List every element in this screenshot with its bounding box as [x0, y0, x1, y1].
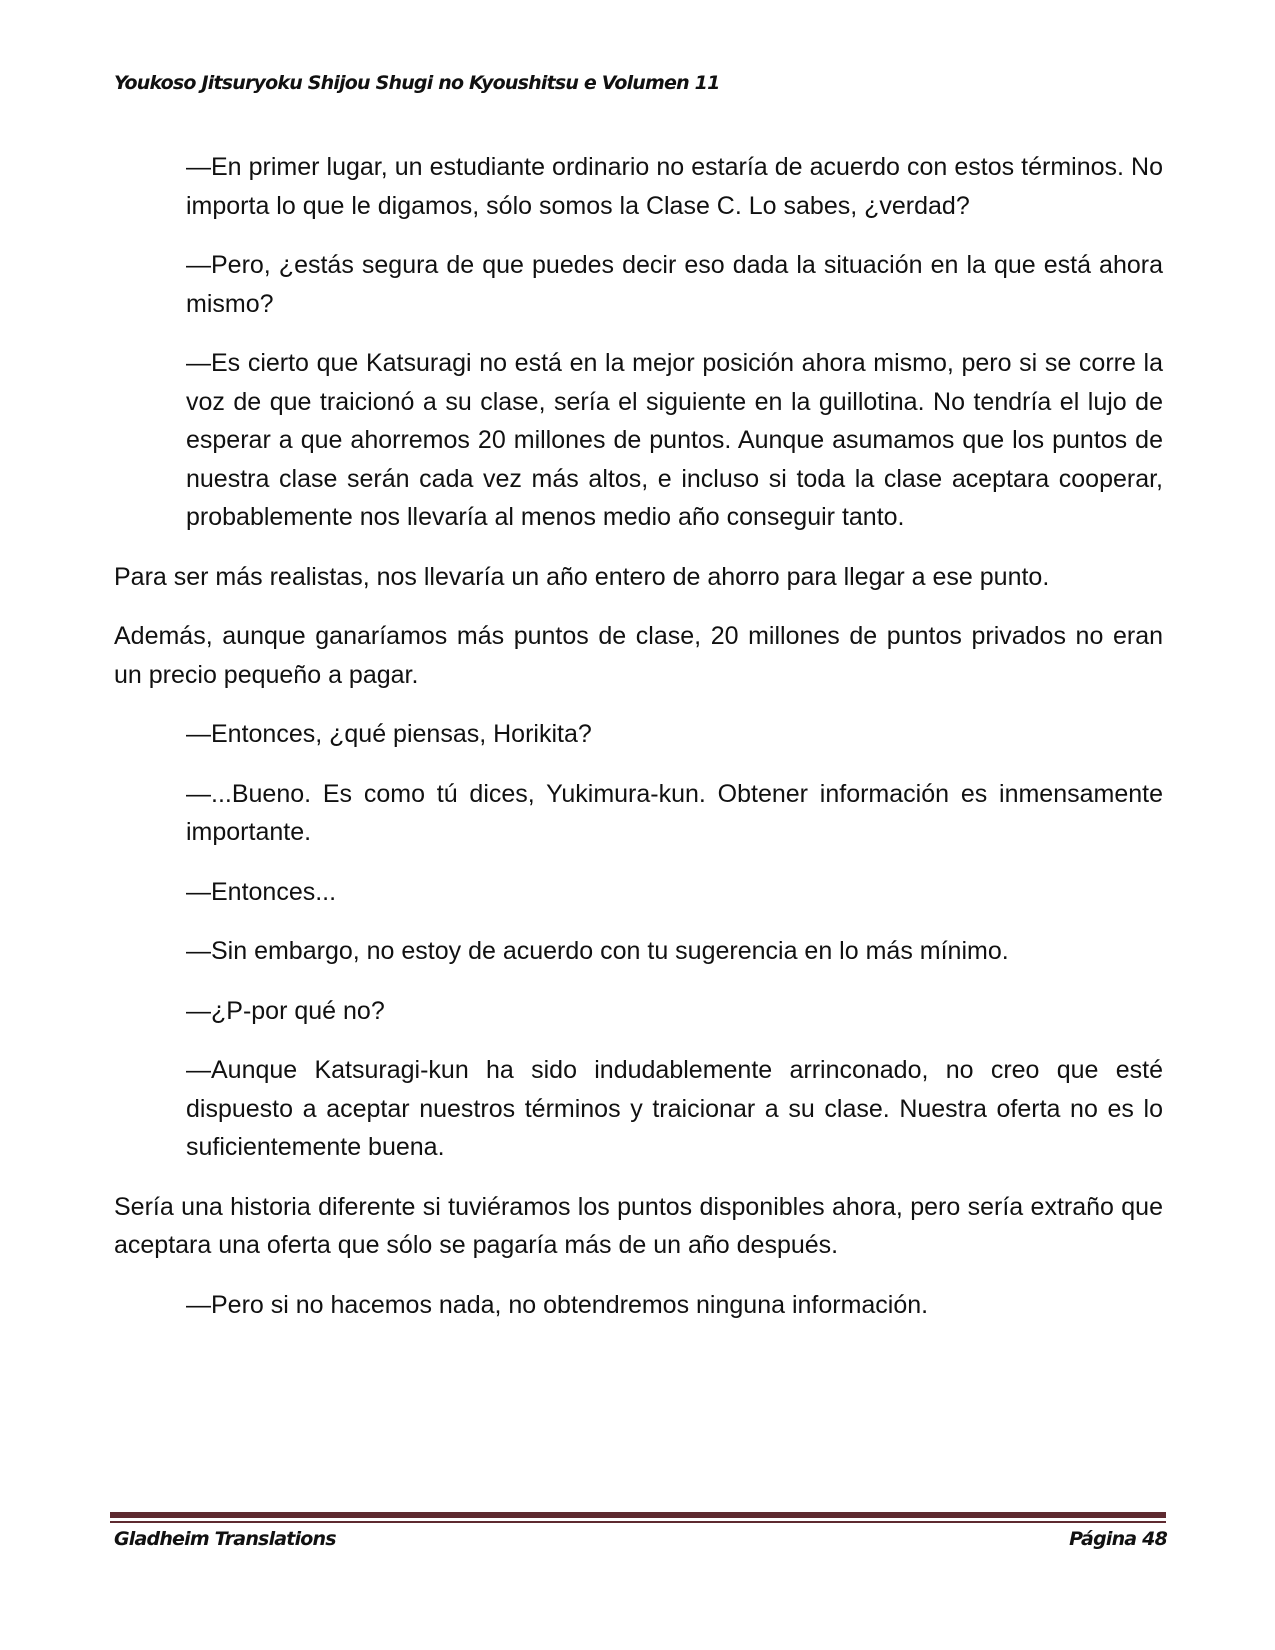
paragraph: —Es cierto que Katsuragi no está en la mejor posición ahora mismo, pero si se corre la voz de que traicionó a su clase, sería el siguiente en la guillotina. No tendría el lujo de esperar a que ahorremos 20 millones de puntos. Aunque asumamos que los puntos de nuestra clase serán cada vez más altos, e incluso si toda la clase aceptara cooperar, probablemente nos llevaría al menos medio año conseguir tanto.: [186, 349, 1163, 531]
paragraph: —Entonces...: [186, 877, 337, 906]
paragraph: Sería una historia diferente si tuviéramos los puntos disponibles ahora, pero sería extraño que aceptara una oferta que sólo se pagaría más de un año después.: [114, 1192, 1163, 1259]
paragraph: Para ser más realistas, nos llevaría un año entero de ahorro para llegar a ese punto.: [114, 562, 1050, 591]
footer-rule-thin: [110, 1521, 1166, 1523]
running-header: Youkoso Jitsuryoku Shijou Shugi no Kyoushitsu e Volumen 11: [114, 72, 720, 94]
page-body: [114, 148, 1163, 1345]
paragraph: —Aunque Katsuragi-kun ha sido indudablemente arrinconado, no creo que esté dispuesto a aceptar nuestros términos y traicionar a su clase. Nuestra oferta no es lo suficientemente buena.: [186, 1056, 1163, 1161]
page-number: Página 48: [1069, 1528, 1167, 1550]
paragraph: —Sin embargo, no estoy de acuerdo con tu sugerencia en lo más mínimo.: [186, 937, 1009, 965]
paragraph: —Pero si no hacemos nada, no obtendremos ninguna información.: [186, 1290, 929, 1319]
paragraph: —¿P-por qué no?: [186, 996, 385, 1025]
footer-rule-thick: [110, 1512, 1166, 1518]
paragraph: —En primer lugar, un estudiante ordinario no estaría de acuerdo con estos términos. No importa lo que le digamos, sólo somos la Clase C. Lo sabes, ¿verdad?: [186, 153, 1163, 220]
paragraph: —Pero, ¿estás segura de que puedes decir eso dada la situación en la que está ahora mismo?: [186, 251, 1163, 318]
paragraph: Además, aunque ganaríamos más puntos de clase, 20 millones de puntos privados no eran un precio pequeño a pagar.: [114, 622, 1163, 689]
footer-credit: Gladheim Translations: [114, 1528, 336, 1550]
paragraph: —...Bueno. Es como tú dices, Yukimura-kun. Obtener información es inmensamente importante.: [186, 779, 1163, 846]
paragraph: —Entonces, ¿qué piensas, Horikita?: [186, 720, 592, 748]
